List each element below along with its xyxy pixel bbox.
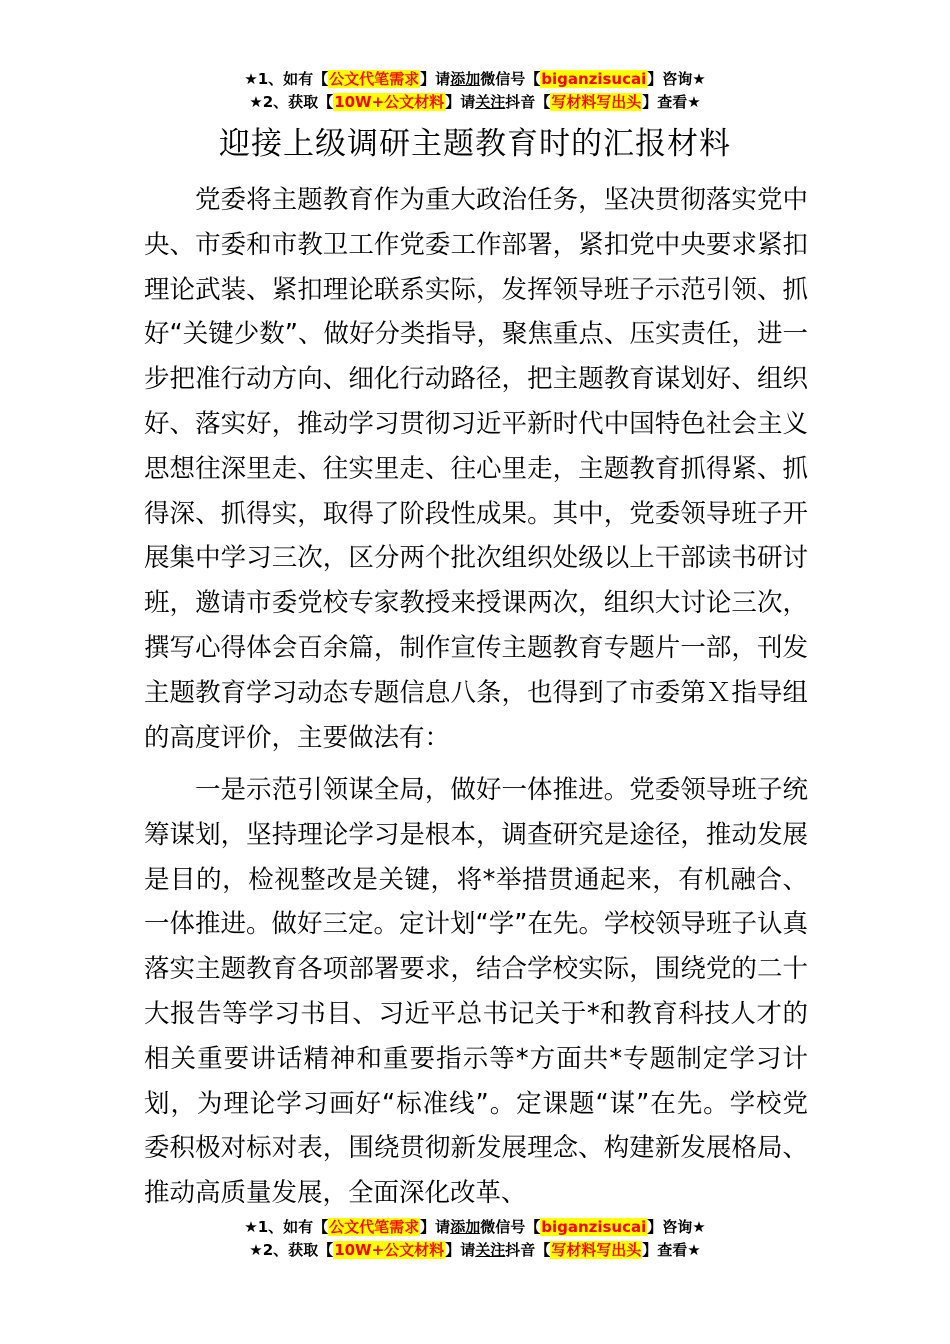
promo-highlight: 写材料写出头 [551, 1241, 642, 1259]
promo-line-2 [0, 1239, 950, 1262]
promo-line-2 [0, 91, 950, 114]
promo-text: 】请 [445, 1241, 476, 1259]
promo-text: 】咨询★ [647, 70, 706, 88]
promo-emphasis: 添加 [450, 1218, 481, 1236]
promo-footer [0, 1216, 950, 1262]
promo-highlight: 公文代笔需求 [329, 70, 420, 88]
body-paragraph: 党委将主题教育作为重大政治任务，坚决贯彻落实党中央、市委和市教卫工作党委工作部署，紧扣党中央要求紧扣理论武装、紧扣理论联系实际，发挥领导班子示范引领、抓好“关键少数”、做好分类指导，聚焦重点、压实责任，进一步把准行动方向、细化行动路径，把主题教育谋划好、组织好、落实好，推动学习贯彻习近平新时代中国特色社会主义思想往深里走、往实里走、往心里走，主题教育抓得紧、抓得深、抓得实，取得了阶段性成果。其中，党委领导班子开展集中学习三次，区分两个批次组织处级以上干部读书研讨班，邀请市委党校专家教授来授课两次，组织大讨论三次，撰写心得体会百余篇，制作宣传主题教育专题片一部，刊发主题教育学习动态专题信息八条，也得到了市委第Ｘ指导组的高度评价，主要做法有： [144, 185, 808, 753]
promo-text: 抖音【 [505, 1241, 551, 1259]
body-paragraph-1-container [144, 178, 808, 760]
promo-text: 】请 [420, 70, 451, 88]
promo-text: 】查看★ [642, 93, 701, 111]
promo-text: ★2、获取【 [249, 1241, 334, 1259]
promo-text: ★1、如有【 [244, 70, 329, 88]
promo-highlight: biganzisucai [541, 1218, 647, 1236]
promo-highlight: biganzisucai [541, 70, 647, 88]
promo-highlight: 公文代笔需求 [329, 1218, 420, 1236]
promo-highlight: 写材料写出头 [551, 93, 642, 111]
promo-text: 】请 [445, 93, 476, 111]
promo-text: ★2、获取【 [249, 93, 334, 111]
document-title: 迎接上级调研主题教育时的汇报材料 [219, 126, 731, 162]
promo-text: ★1、如有【 [244, 1218, 329, 1236]
promo-text: 】咨询★ [647, 1218, 706, 1236]
promo-text: 微信号【 [480, 70, 541, 88]
promo-line-1 [0, 1216, 950, 1239]
promo-highlight: 10W+公文材料 [334, 93, 445, 111]
promo-text: 抖音【 [505, 93, 551, 111]
body-paragraph: 一是示范引领谋全局，做好一体推进。党委领导班子统筹谋划，坚持理论学习是根本，调查研究是途径，推动发展是目的，检视整改是关键，将*举措贯通起来，有机融合、一体推进。做好三定。定计划“学”在先。学校领导班子认真落实主题教育各项部署要求，结合学校实际，围绕党的二十大报告等学习书目、习近平总书记关于*和教育科技人才的相关重要讲话精神和重要指示等*方面共*专题制定学习计划，为理论学习画好“标准线”。定课题“谋”在先。学校党委积极对标对表，围绕贯彻新发展理念、构建新发展格局、推动高质量发展，全面深化改革、 [144, 775, 808, 1209]
promo-emphasis: 关注 [475, 1241, 506, 1259]
promo-text: 微信号【 [480, 1218, 541, 1236]
promo-header [0, 68, 950, 114]
promo-text: 】查看★ [642, 1241, 701, 1259]
promo-emphasis: 关注 [475, 93, 506, 111]
body-paragraph-2-container [144, 768, 808, 1216]
promo-text: 】请 [420, 1218, 451, 1236]
promo-highlight: 10W+公文材料 [334, 1241, 445, 1259]
promo-line-1 [0, 68, 950, 91]
promo-emphasis: 添加 [450, 70, 481, 88]
